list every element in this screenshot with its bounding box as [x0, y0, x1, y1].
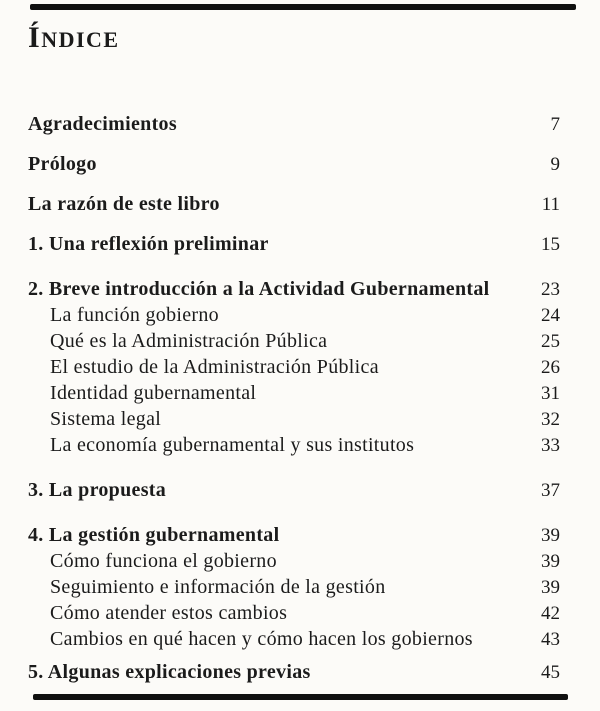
- toc-entry: [28, 661, 560, 683]
- toc-entry-page-number: 45: [541, 662, 560, 683]
- page-title: [28, 20, 560, 52]
- toc-entry-page-number: 43: [541, 629, 560, 650]
- toc-entry: [28, 524, 560, 546]
- toc-entry-label: La función gobierno: [50, 304, 219, 326]
- toc-entry: [28, 233, 560, 255]
- toc-entry-label: La razón de este libro: [28, 193, 220, 215]
- toc-entry-page-number: 39: [541, 525, 560, 546]
- toc-entry: [28, 113, 560, 135]
- toc-entry-page-number: 15: [541, 234, 560, 255]
- toc-entry: [28, 479, 560, 501]
- top-scan-edge-bar: [30, 4, 576, 10]
- toc-entry-label: 2. Breve introducción a la Actividad Gubernamental: [28, 278, 490, 300]
- toc-entry-label: Qué es la Administración Pública: [50, 330, 328, 352]
- toc-entry-page-number: 24: [541, 305, 560, 326]
- toc-entry-label: 5. Algunas explicaciones previas: [28, 661, 311, 683]
- toc-entry-label: El estudio de la Administración Pública: [50, 356, 379, 378]
- toc-entry: [28, 602, 560, 624]
- toc-entry-label: Identidad gubernamental: [50, 382, 257, 404]
- toc-entry-page-number: 11: [541, 194, 560, 215]
- toc-entry: [28, 193, 560, 215]
- toc-entry: [28, 278, 560, 300]
- toc-entry: [28, 356, 560, 378]
- toc-entry-page-number: 7: [550, 114, 560, 135]
- toc-entry-label: 4. La gestión gubernamental: [28, 524, 280, 546]
- toc-entry-label: Cómo atender estos cambios: [50, 602, 288, 624]
- toc-entry: [28, 434, 560, 456]
- toc-entry-page-number: 23: [541, 279, 560, 300]
- toc-entry-label: Cambios en qué hacen y cómo hacen los gobiernos: [50, 628, 473, 650]
- toc-entry: [28, 330, 560, 352]
- toc-entry-label: Seguimiento e información de la gestión: [50, 576, 386, 598]
- toc-entry-page-number: 9: [550, 154, 560, 175]
- toc-entry: [28, 550, 560, 572]
- toc-entry-label: 3. La propuesta: [28, 479, 167, 501]
- toc-entry-page-number: 39: [541, 577, 560, 598]
- toc-list: [28, 113, 560, 683]
- bottom-scan-edge-bar: [33, 694, 568, 700]
- toc-entry-page-number: 37: [541, 480, 560, 501]
- toc-entry-label: Cómo funciona el gobierno: [50, 550, 277, 572]
- toc-entry-page-number: 39: [541, 551, 560, 572]
- page-title-rest: NDICE: [41, 27, 120, 52]
- toc-entry-page-number: 25: [541, 331, 560, 352]
- toc-entry-label: Agradecimientos: [28, 113, 177, 135]
- toc-entry: [28, 408, 560, 430]
- toc-entry-label: La economía gubernamental y sus institutos: [50, 434, 415, 456]
- toc-entry-page-number: 26: [541, 357, 560, 378]
- toc-entry-page-number: 32: [541, 409, 560, 430]
- toc-entry-label: Sistema legal: [50, 408, 162, 430]
- toc-entry-page-number: 31: [541, 383, 560, 404]
- toc-entry: [28, 382, 560, 404]
- toc-entry-page-number: 42: [541, 603, 560, 624]
- toc-entry-label: 1. Una reflexión preliminar: [28, 233, 269, 255]
- toc-content: [28, 20, 560, 683]
- toc-entry: [28, 628, 560, 650]
- toc-entry-label: Prólogo: [28, 153, 97, 175]
- toc-entry: [28, 304, 560, 326]
- toc-entry: [28, 153, 560, 175]
- toc-entry: [28, 576, 560, 598]
- page-title-initial: Í: [28, 21, 42, 54]
- toc-entry-page-number: 33: [541, 435, 560, 456]
